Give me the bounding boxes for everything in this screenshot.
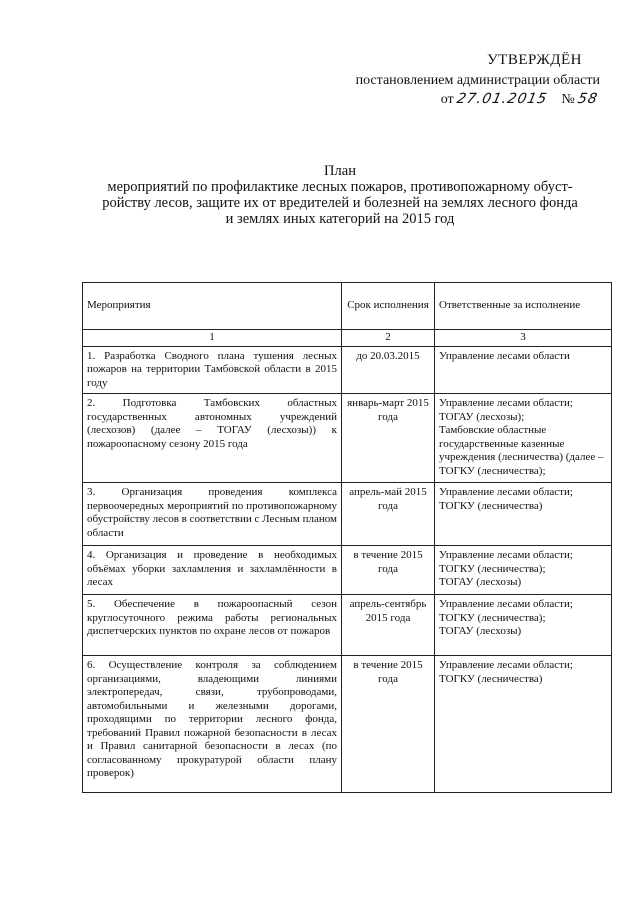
- approval-decree-line: постановлением администрации области: [355, 73, 600, 88]
- header-deadline: Срок исполнения: [342, 283, 435, 330]
- header-responsible: Ответственные за исполнение: [435, 283, 612, 330]
- activity-cell: 2. Подготовка Тамбовских областных государственных автономных учреждений (лесхозов) (далее – ТОГАУ (лесхозы)) к пожароопасному сезону 2015 года: [83, 394, 342, 483]
- title-line-2: мероприятий по профилактике лесных пожаров, противопожарному обуст-: [107, 179, 573, 195]
- deadline-cell: в течение 2015 года: [342, 656, 435, 793]
- table-row: [83, 595, 612, 656]
- approval-date-line: [300, 91, 600, 108]
- column-number-row: [83, 330, 612, 347]
- table-row: [83, 656, 612, 793]
- table-row: [83, 394, 612, 483]
- responsible-cell: Управление лесами области; ТОГАУ (лесхозы); Тамбовские областные государственные казенные учреждения (лесничества) (далее – ТОГКУ (лесничества);: [435, 394, 612, 483]
- activity-cell: 3. Организация проведения комплекса первоочередных мероприятий по противопожарному обустройству лесов в соответствии с Лесным планом области: [83, 483, 342, 546]
- activity-cell: 5. Обеспечение в пожароопасный сезон круглосуточного режима работы региональных диспетчерских пунктов по охране лесов от пожаров: [83, 595, 342, 656]
- handwritten-date: 27.01.2015: [455, 91, 550, 107]
- title-line-3: ройству лесов, защите их от вредителей и болезней на землях лесного фонда: [102, 195, 578, 211]
- plan-table: [82, 282, 612, 793]
- title-line-4: и землях иных категорий на 2015 год: [225, 211, 455, 227]
- table-header-row: [83, 283, 612, 330]
- activity-cell: 6. Осуществление контроля за соблюдением организациями, владеющими линиями электропередач, связи, трубопроводами, автомобильными и железными дорогами, проходящими по территории лесного фонда, требований Правил пожарной безопасности в лесах и Правил санитарной безопасности в лесах (по согласованному прокуратурой области плану проверок): [83, 656, 342, 793]
- header-activity: Мероприятия: [83, 283, 342, 330]
- from-label: от: [440, 92, 454, 107]
- responsible-cell: Управление лесами области; ТОГКУ (лесничества); ТОГАУ (лесхозы): [435, 546, 612, 595]
- column-number: 3: [435, 330, 612, 347]
- table-row: [83, 483, 612, 546]
- deadline-cell: апрель-май 2015 года: [342, 483, 435, 546]
- number-label: №: [561, 92, 575, 107]
- responsible-cell: Управление лесами области; ТОГКУ (лесничества): [435, 656, 612, 793]
- responsible-cell: Управление лесами области: [435, 346, 612, 394]
- document-title: [80, 163, 600, 227]
- activity-cell: 1. Разработка Сводного плана тушения лесных пожаров на территории Тамбовской области в 2015 году: [83, 346, 342, 394]
- responsible-cell: Управление лесами области; ТОГКУ (лесничества); ТОГАУ (лесхозы): [435, 595, 612, 656]
- deadline-cell: апрель-сентябрь 2015 года: [342, 595, 435, 656]
- table-row: [83, 346, 612, 394]
- responsible-cell: Управление лесами области; ТОГКУ (лесничества): [435, 483, 612, 546]
- deadline-cell: до 20.03.2015: [342, 346, 435, 394]
- column-number: 2: [342, 330, 435, 347]
- deadline-cell: в течение 2015 года: [342, 546, 435, 595]
- table-row: [83, 546, 612, 595]
- approval-block: [300, 52, 600, 108]
- deadline-cell: январь-март 2015 года: [342, 394, 435, 483]
- handwritten-number: 58: [576, 91, 600, 107]
- column-number: 1: [83, 330, 342, 347]
- title-line-1: План: [324, 163, 356, 179]
- approval-heading: УТВЕРЖДЁН: [487, 52, 582, 68]
- activity-cell: 4. Организация и проведение в необходимых объёмах уборки захламления и захламлённости в лесах: [83, 546, 342, 595]
